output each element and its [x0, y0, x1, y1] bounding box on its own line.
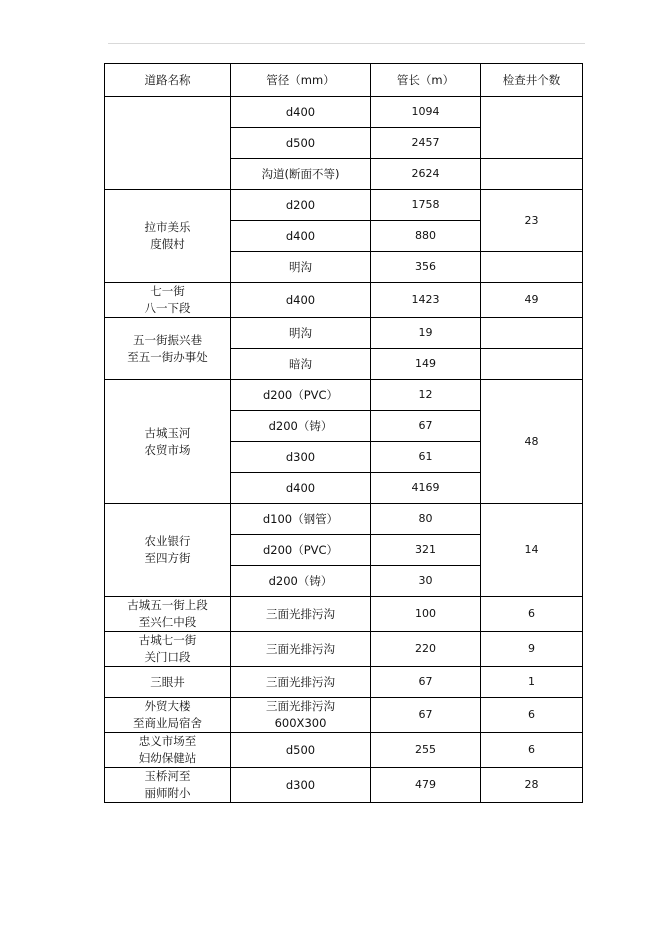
wells-cell: 1	[481, 667, 583, 698]
road-line: 五一街振兴巷	[133, 332, 202, 347]
length-cell: 67	[371, 667, 481, 698]
table-row	[105, 97, 583, 128]
road-line: 至五一街办事处	[127, 349, 208, 364]
table-row	[105, 597, 583, 632]
length-cell: 2624	[371, 159, 481, 190]
wells-cell	[481, 252, 583, 283]
wells-cell: 23	[481, 190, 583, 252]
table-row	[105, 667, 583, 698]
diameter-cell: d300	[231, 768, 371, 803]
pipe-table	[104, 63, 583, 803]
length-cell: 1758	[371, 190, 481, 221]
length-cell: 80	[371, 504, 481, 535]
length-cell: 100	[371, 597, 481, 632]
length-cell: 1423	[371, 283, 481, 318]
diameter-cell: d200（PVC）	[231, 380, 371, 411]
diameter-cell: 三面光排污沟	[231, 597, 371, 632]
wells-cell: 6	[481, 597, 583, 632]
road-line: 八一下段	[144, 301, 191, 315]
diameter-line: 三面光排污沟	[266, 699, 335, 713]
diameter-cell: d200	[231, 190, 371, 221]
wells-cell	[481, 349, 583, 380]
road-line: 忠义市场至	[138, 734, 197, 748]
header-diameter: 管径（mm）	[231, 64, 371, 97]
table-row	[105, 283, 583, 318]
wells-cell: 6	[481, 698, 583, 733]
diameter-cell: d100（钢管）	[231, 504, 371, 535]
road-line: 丽师附小	[144, 786, 191, 800]
table-row	[105, 632, 583, 667]
table-row	[105, 733, 583, 768]
diameter-line: 600X300	[274, 716, 327, 730]
road-cell	[105, 597, 231, 632]
road-cell	[105, 733, 231, 768]
diameter-cell: d400	[231, 97, 371, 128]
table-row	[105, 318, 583, 349]
length-cell: 19	[371, 318, 481, 349]
diameter-cell: d400	[231, 473, 371, 504]
length-cell: 4169	[371, 473, 481, 504]
header-wells: 检查井个数	[481, 64, 583, 97]
wells-cell: 48	[481, 380, 583, 504]
table-header-row	[105, 64, 583, 97]
road-cell	[105, 190, 231, 283]
diameter-cell	[231, 698, 371, 733]
road-cell	[105, 632, 231, 667]
table-row	[105, 768, 583, 803]
length-cell: 880	[371, 221, 481, 252]
road-cell: 三眼井	[105, 667, 231, 698]
wells-cell: 9	[481, 632, 583, 667]
road-line: 妇幼保健站	[138, 751, 197, 765]
road-line: 古城玉河	[144, 425, 191, 440]
diameter-cell: d500	[231, 733, 371, 768]
road-line: 古城五一街上段	[127, 598, 208, 612]
length-cell: 220	[371, 632, 481, 667]
header-length: 管长（m）	[371, 64, 481, 97]
length-cell: 255	[371, 733, 481, 768]
length-cell: 30	[371, 566, 481, 597]
length-cell: 67	[371, 698, 481, 733]
diameter-cell: 沟道(断面不等)	[231, 159, 371, 190]
wells-cell: 49	[481, 283, 583, 318]
length-cell: 479	[371, 768, 481, 803]
wells-cell: 6	[481, 733, 583, 768]
wells-cell	[481, 318, 583, 349]
road-line: 玉桥河至	[144, 769, 191, 783]
road-line: 古城七一街	[138, 633, 197, 647]
header-road-name: 道路名称	[105, 64, 231, 97]
wells-cell: 14	[481, 504, 583, 597]
diameter-cell: d200（铸）	[231, 566, 371, 597]
diameter-cell: d400	[231, 221, 371, 252]
road-line: 拉市美乐	[144, 220, 191, 234]
road-cell	[105, 380, 231, 504]
road-line: 度假村	[150, 237, 185, 251]
header-rule	[108, 43, 585, 44]
length-cell: 12	[371, 380, 481, 411]
diameter-cell: d200（PVC）	[231, 535, 371, 566]
length-cell: 2457	[371, 128, 481, 159]
road-cell	[105, 283, 231, 318]
length-cell: 61	[371, 442, 481, 473]
diameter-cell: d300	[231, 442, 371, 473]
diameter-cell: d400	[231, 283, 371, 318]
diameter-cell: 三面光排污沟	[231, 632, 371, 667]
road-cell	[105, 504, 231, 597]
road-line: 农贸市场	[144, 442, 191, 457]
road-line: 外贸大楼	[144, 699, 191, 713]
road-cell	[105, 698, 231, 733]
diameter-cell: 三面光排污沟	[231, 667, 371, 698]
road-line: 至兴仁中段	[138, 615, 197, 629]
road-line: 至四方街	[144, 551, 191, 565]
road-cell	[105, 97, 231, 190]
wells-cell	[481, 159, 583, 190]
table-row	[105, 504, 583, 535]
length-cell: 149	[371, 349, 481, 380]
length-cell: 1094	[371, 97, 481, 128]
road-cell	[105, 768, 231, 803]
diameter-cell: d200（铸）	[231, 411, 371, 442]
diameter-cell: 明沟	[231, 318, 371, 349]
table-row	[105, 698, 583, 733]
diameter-cell: d500	[231, 128, 371, 159]
road-cell	[105, 318, 231, 380]
diameter-cell: 明沟	[231, 252, 371, 283]
road-line: 七一街	[150, 284, 185, 298]
diameter-cell: 暗沟	[231, 349, 371, 380]
length-cell: 356	[371, 252, 481, 283]
table-row	[105, 380, 583, 411]
length-cell: 321	[371, 535, 481, 566]
wells-cell: 28	[481, 768, 583, 803]
road-line: 农业银行	[144, 534, 191, 548]
road-line: 至商业局宿舍	[133, 716, 202, 730]
wells-cell	[481, 97, 583, 159]
table-row	[105, 190, 583, 221]
road-line: 关门口段	[144, 650, 191, 664]
length-cell: 67	[371, 411, 481, 442]
